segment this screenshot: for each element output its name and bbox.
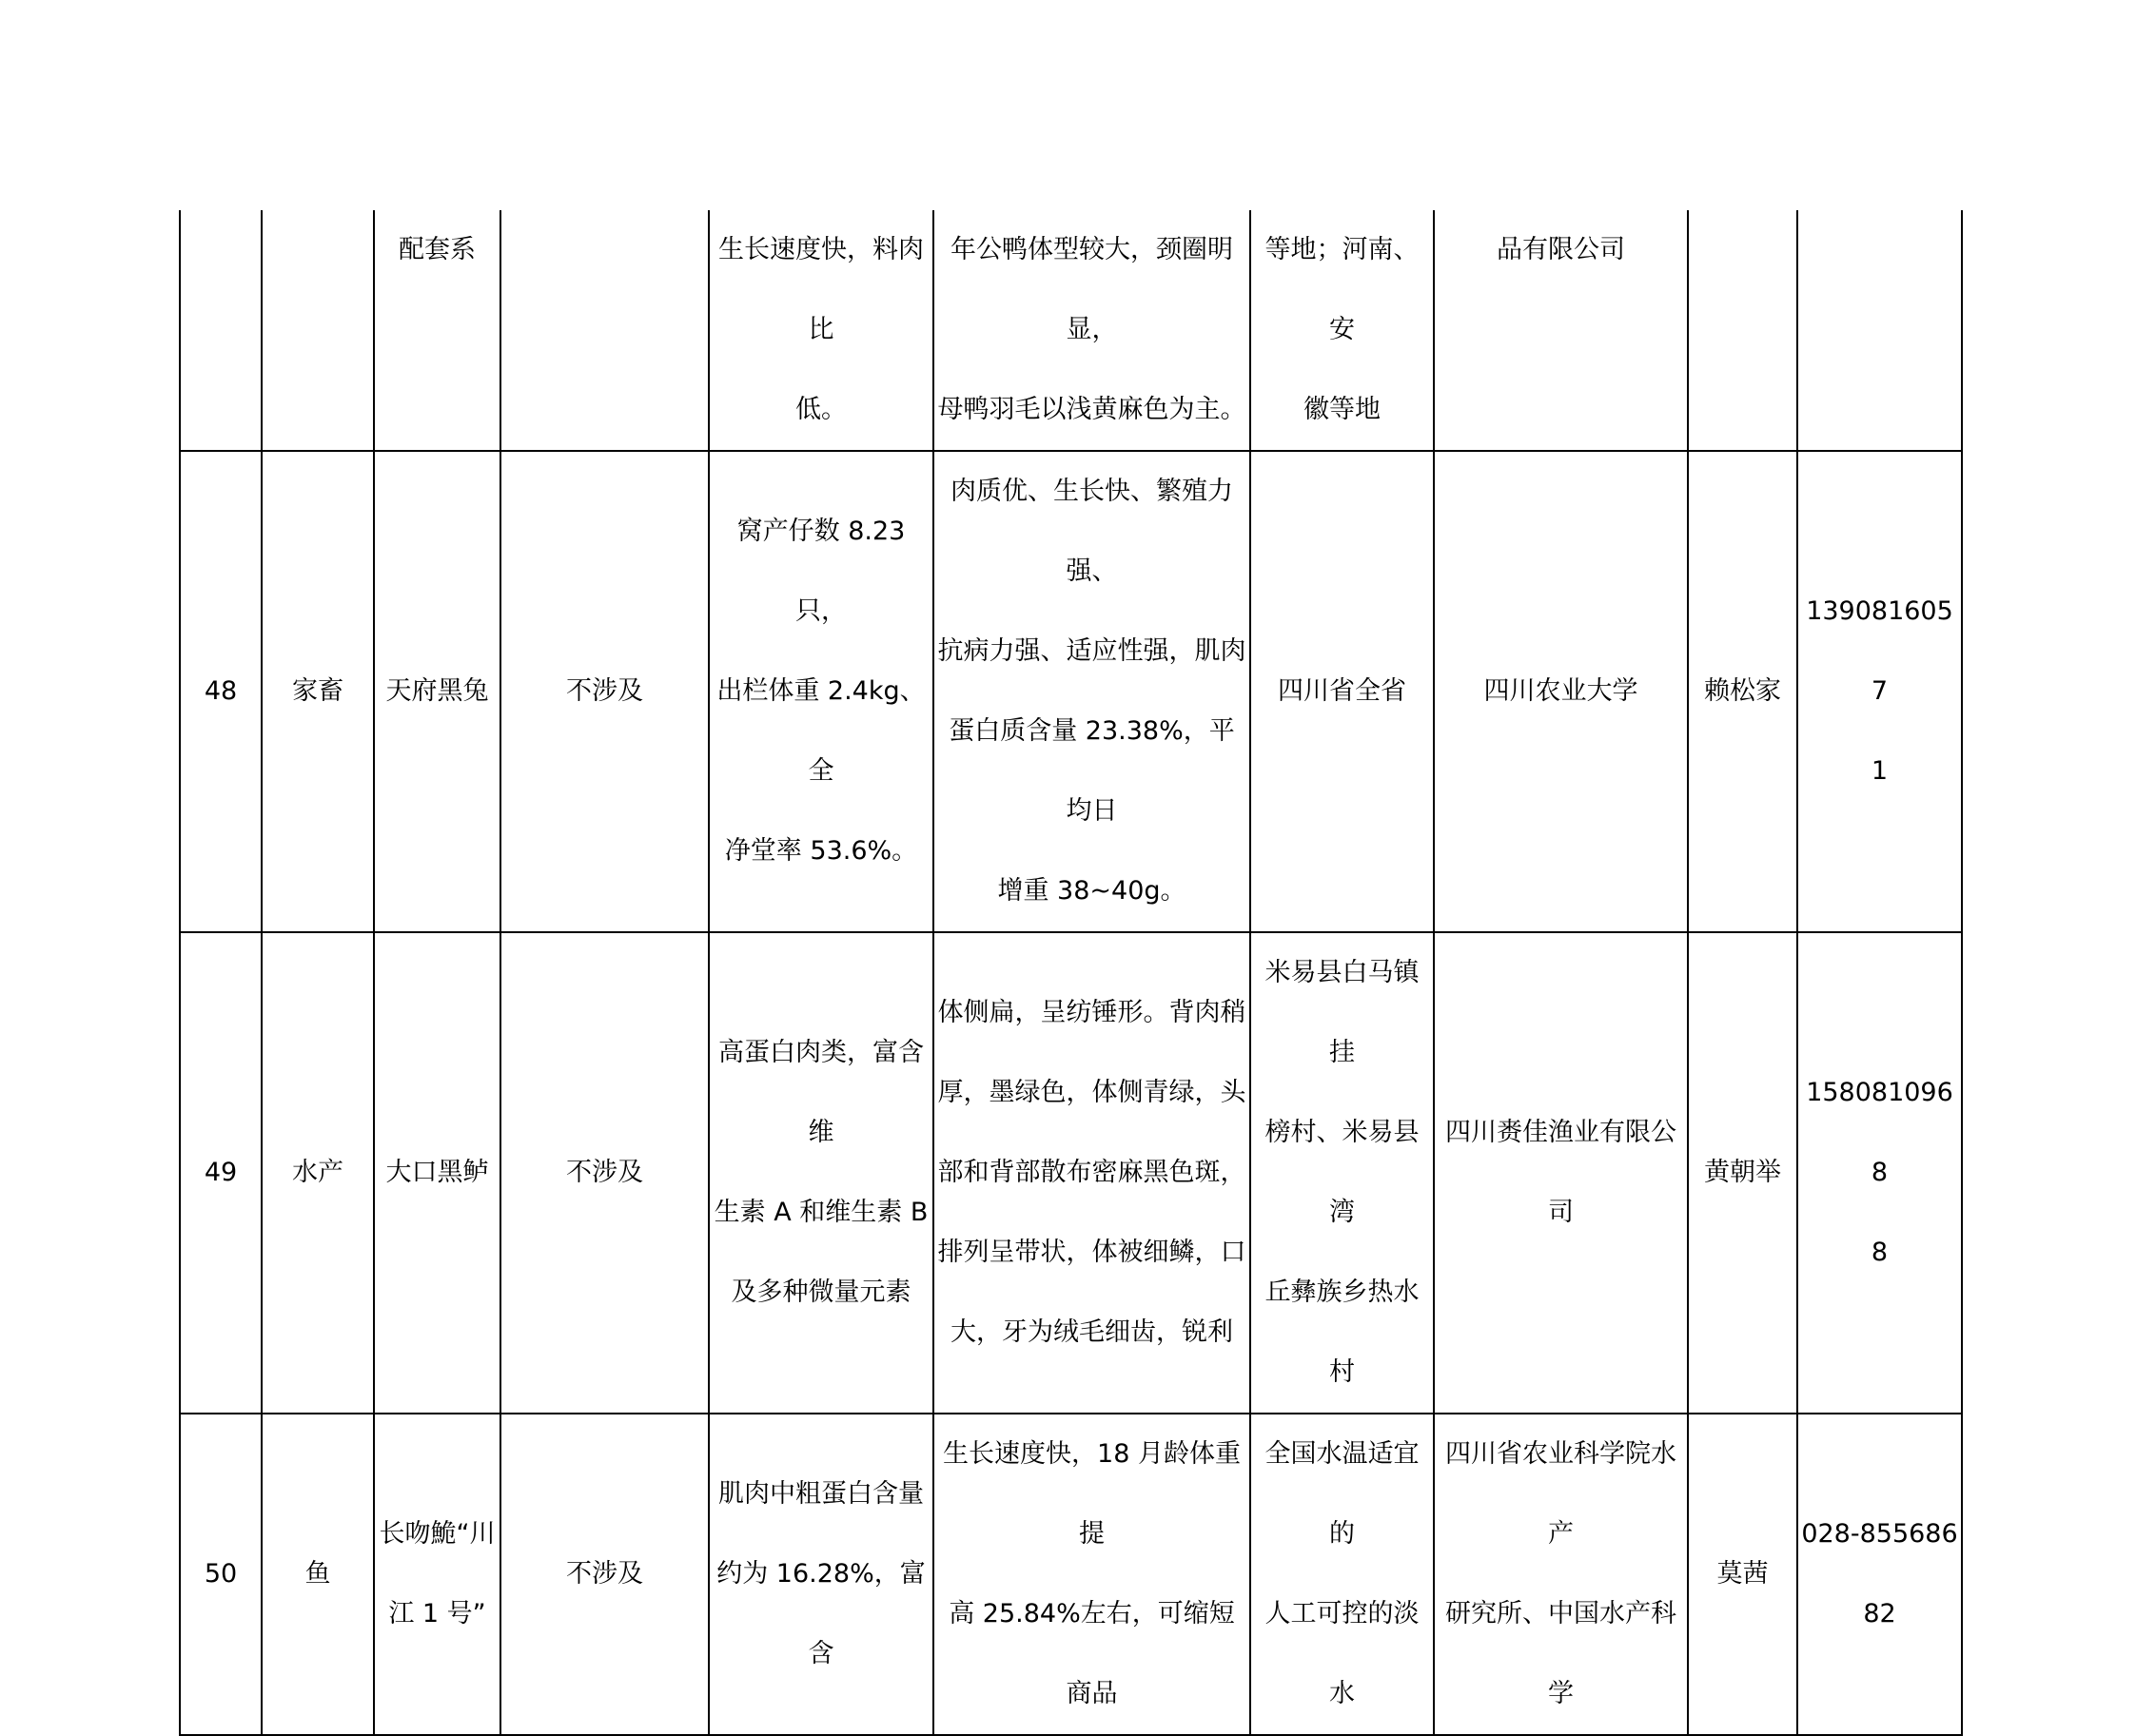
cell-variety: 配套系 bbox=[374, 210, 500, 451]
cell-contact: 赖松家 bbox=[1688, 451, 1797, 932]
data-table bbox=[179, 210, 1963, 1736]
cell-quality: 高蛋白肉类，富含维 生素 A 和维生素 B 及多种微量元素 bbox=[709, 932, 933, 1414]
cell-patent: 不涉及 bbox=[500, 1414, 709, 1735]
cell-category bbox=[262, 210, 374, 451]
cell-phone: 028-855686 82 bbox=[1797, 1414, 1962, 1735]
table-row bbox=[180, 932, 1962, 1414]
cell-contact: 黄朝举 bbox=[1688, 932, 1797, 1414]
cell-contact bbox=[1688, 210, 1797, 451]
cell-no: 48 bbox=[180, 451, 262, 932]
cell-quality: 肌肉中粗蛋白含量 约为 16.28%，富含 bbox=[709, 1414, 933, 1735]
cell-phone: 1390816057 1 bbox=[1797, 451, 1962, 932]
cell-variety: 天府黑兔 bbox=[374, 451, 500, 932]
cell-quality: 生长速度快，料肉比 低。 bbox=[709, 210, 933, 451]
cell-area: 四川省全省 bbox=[1250, 451, 1434, 932]
cell-traits: 体侧扁，呈纺锤形。背肉稍 厚，墨绿色，体侧青绿，头 部和背部散布密麻黑色斑， 排列呈带状，体被细鳞，口 大，牙为绒毛细齿，锐利 bbox=[933, 932, 1250, 1414]
cell-unit: 四川赉佳渔业有限公 司 bbox=[1434, 932, 1688, 1414]
cell-no: 49 bbox=[180, 932, 262, 1414]
cell-category: 鱼 bbox=[262, 1414, 374, 1735]
cell-phone bbox=[1797, 210, 1962, 451]
cell-contact: 莫茜 bbox=[1688, 1414, 1797, 1735]
table-row bbox=[180, 1414, 1962, 1735]
cell-area: 米易县白马镇挂 榜村、米易县湾 丘彝族乡热水村 bbox=[1250, 932, 1434, 1414]
cell-area: 全国水温适宜的 人工可控的淡水 bbox=[1250, 1414, 1434, 1735]
cell-patent: 不涉及 bbox=[500, 451, 709, 932]
cell-traits: 生长速度快，18 月龄体重提 高 25.84%左右，可缩短商品 bbox=[933, 1414, 1250, 1735]
cell-category: 水产 bbox=[262, 932, 374, 1414]
cell-no bbox=[180, 210, 262, 451]
cell-patent bbox=[500, 210, 709, 451]
cell-variety: 大口黑鲈 bbox=[374, 932, 500, 1414]
cell-area: 等地；河南、安 徽等地 bbox=[1250, 210, 1434, 451]
cell-traits: 肉质优、生长快、繁殖力强、 抗病力强、适应性强，肌肉 蛋白质含量 23.38%，平均日 增重 38~40g。 bbox=[933, 451, 1250, 932]
cell-category: 家畜 bbox=[262, 451, 374, 932]
cell-unit: 四川农业大学 bbox=[1434, 451, 1688, 932]
table-row bbox=[180, 451, 1962, 932]
cell-quality: 窝产仔数 8.23 只， 出栏体重 2.4kg、全 净堂率 53.6%。 bbox=[709, 451, 933, 932]
cell-traits: 年公鸭体型较大，颈圈明显， 母鸭羽毛以浅黄麻色为主。 bbox=[933, 210, 1250, 451]
cell-variety: 长吻鮠“川 江 1 号” bbox=[374, 1414, 500, 1735]
cell-unit: 四川省农业科学院水产 研究所、中国水产科学 bbox=[1434, 1414, 1688, 1735]
cell-patent: 不涉及 bbox=[500, 932, 709, 1414]
cell-unit: 品有限公司 bbox=[1434, 210, 1688, 451]
cell-no: 50 bbox=[180, 1414, 262, 1735]
cell-phone: 1580810968 8 bbox=[1797, 932, 1962, 1414]
table-row bbox=[180, 210, 1962, 451]
